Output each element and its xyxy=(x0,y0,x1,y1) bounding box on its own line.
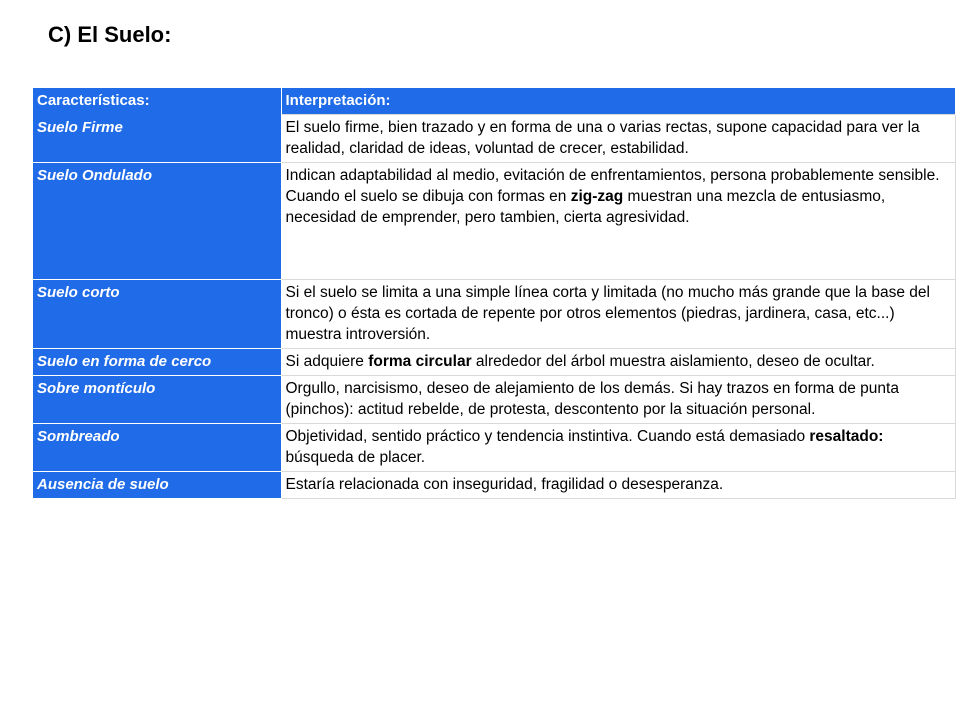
row-label: Suelo en forma de cerco xyxy=(33,349,281,376)
table-row xyxy=(33,472,955,499)
table-row xyxy=(33,115,955,163)
interpretation-emphasis: resaltado: xyxy=(809,428,884,445)
interpretation-emphasis: zig-zag xyxy=(570,188,624,205)
row-label: Ausencia de suelo xyxy=(33,472,281,499)
column-header-characteristics: Características: xyxy=(33,88,281,115)
interpretation-text: búsqueda de placer. xyxy=(285,449,426,466)
interpretation-emphasis: forma circular xyxy=(368,353,472,370)
interpretation-text: muestran una mezcla de entusiasmo, necesidad de emprender, pero tambien, cierta agresividad. xyxy=(285,188,886,226)
table-row xyxy=(33,280,955,349)
interpretation-text: Indican adaptabilidad al medio, evitación de enfrentamientos, persona probablemente sensible. Cuando el suelo se dibuja con formas en xyxy=(285,167,940,205)
interpretation-text: Si el suelo se limita a una simple línea corta y limitada (no mucho más grande que la base del tronco) o ésta es cortada de repente por otros elementos (piedras, jardinera, casa, etc...) muestra introversión. xyxy=(285,284,930,343)
row-interpretation xyxy=(281,280,955,349)
row-label: Suelo Ondulado xyxy=(33,163,281,280)
row-label: Sobre montículo xyxy=(33,376,281,424)
page-title: C) El Suelo: xyxy=(48,22,172,47)
table-header-row xyxy=(33,88,955,115)
row-label: Suelo Firme xyxy=(33,115,281,163)
interpretation-text: Estaría relacionada con inseguridad, fragilidad o desesperanza. xyxy=(285,476,724,493)
row-interpretation xyxy=(281,349,955,376)
table-row xyxy=(33,424,955,472)
interpretation-text: El suelo firme, bien trazado y en forma de una o varias rectas, supone capacidad para ver la realidad, claridad de ideas, voluntad de crecer, estabilidad. xyxy=(285,119,920,157)
interpretation-text: Objetividad, sentido práctico y tendencia instintiva. Cuando está demasiado xyxy=(285,428,810,445)
row-label: Suelo corto xyxy=(33,280,281,349)
interpretation-text: alrededor del árbol muestra aislamiento, deseo de ocultar. xyxy=(471,353,875,370)
interpretation-text: Si adquiere xyxy=(285,353,369,370)
interpretation-text: Orgullo, narcisismo, deseo de alejamiento de los demás. Si hay trazos en forma de punta (pinchos): actitud rebelde, de protesta, descontento por la situación personal. xyxy=(285,380,899,418)
row-interpretation xyxy=(281,472,955,499)
column-header-interpretation: Interpretación: xyxy=(281,88,955,115)
row-label: Sombreado xyxy=(33,424,281,472)
table-row xyxy=(33,376,955,424)
row-interpretation xyxy=(281,376,955,424)
soil-interpretation-table xyxy=(33,88,956,499)
table-row xyxy=(33,163,955,280)
row-interpretation xyxy=(281,424,955,472)
row-interpretation xyxy=(281,115,955,163)
table-row xyxy=(33,349,955,376)
row-interpretation xyxy=(281,163,955,280)
